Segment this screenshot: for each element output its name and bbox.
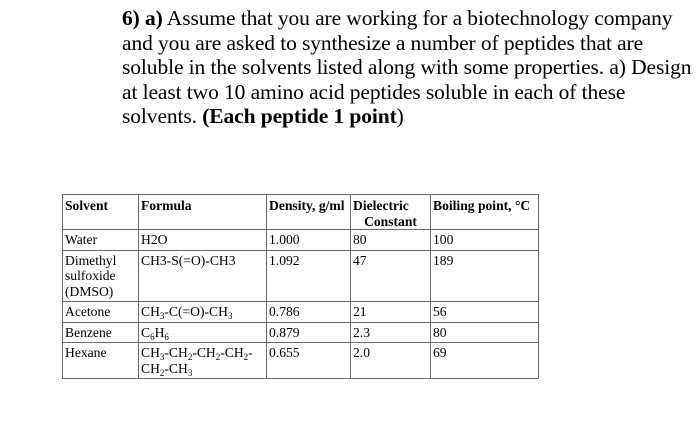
cell-formula: CH3-S(=O)-CH3 [139,250,267,302]
cell-dielectric: 80 [351,230,431,251]
formula-subscript: 2 [243,352,249,362]
cell-formula [139,343,267,379]
cell-boiling: 80 [431,322,539,343]
question-number: 6) a) [122,6,163,30]
cell-dielectric: 21 [351,302,431,323]
header-boiling: Boiling point, °C [431,195,539,230]
cell-formula: H2O [139,230,267,251]
header-density: Density, g/ml [267,195,351,230]
solvent-table-wrap [62,194,539,379]
cell-formula [139,322,267,343]
table-row [63,343,539,379]
cell-boiling: 56 [431,302,539,323]
table-row [63,230,539,251]
header-formula: Formula [139,195,267,230]
header-dielectric [351,195,431,230]
cell-density: 1.000 [267,230,351,251]
cell-formula [139,302,267,323]
formula-part: - [248,345,253,360]
formula-part: -CH [220,345,244,360]
formula-subscript: 6 [150,331,155,342]
cell-solvent: Acetone [63,302,139,323]
formula-part: CH [141,345,160,360]
cell-boiling: 100 [431,230,539,251]
table-row [63,302,539,323]
formula-part: -CH [164,360,188,376]
formula-subscript: 2 [159,367,165,378]
question-body: Assume that you are working for a biotechnology company and you are asked to synthesize a number of peptides that are soluble in the solvents listed along with some properties. a) Design at least two 10 amino acid peptides soluble in each of these solvents. [122,6,692,129]
formula-part: CH [141,304,160,319]
formula-subscript: 3 [187,367,193,378]
question-close: ) [396,104,404,129]
cell-density: 0.786 [267,302,351,323]
cell-dielectric: 2.0 [351,343,431,379]
formula-part: -CH [164,345,188,360]
formula-subscript: 2 [215,352,221,362]
formula-part: CH [141,360,160,376]
cell-density: 0.655 [267,343,351,379]
cell-dielectric: 2.3 [351,322,431,343]
cell-boiling: 189 [431,250,539,302]
cell-boiling: 69 [431,343,539,379]
formula-subscript: 3 [159,352,165,362]
cell-solvent: Dimethyl sulfoxide (DMSO) [63,250,139,302]
table-header-row [63,195,539,230]
formula-subscript: 6 [164,331,169,342]
formula-part: -CH [192,345,216,360]
formula-part: -C(=O)-CH [164,304,228,319]
cell-density: 0.879 [267,322,351,343]
header-solvent: Solvent [63,195,139,230]
formula-part: H [154,324,165,340]
cell-dielectric: 47 [351,250,431,302]
table-row [63,250,539,302]
question-points: (Each peptide 1 point [202,104,397,129]
formula-subscript: 3 [159,311,165,321]
cell-solvent: Hexane [63,343,139,379]
solvent-table [62,194,539,379]
formula-part: C [141,324,151,340]
cell-solvent: Water [63,230,139,251]
cell-solvent: Benzene [63,322,139,343]
header-dielectric-line1: Dielectric [353,198,409,213]
cell-density: 1.092 [267,250,351,302]
question-text [122,6,692,129]
formula-subscript: 2 [187,352,193,362]
formula-subscript: 3 [227,311,233,321]
header-dielectric-line2: Constant [364,213,417,229]
table-row [63,322,539,343]
